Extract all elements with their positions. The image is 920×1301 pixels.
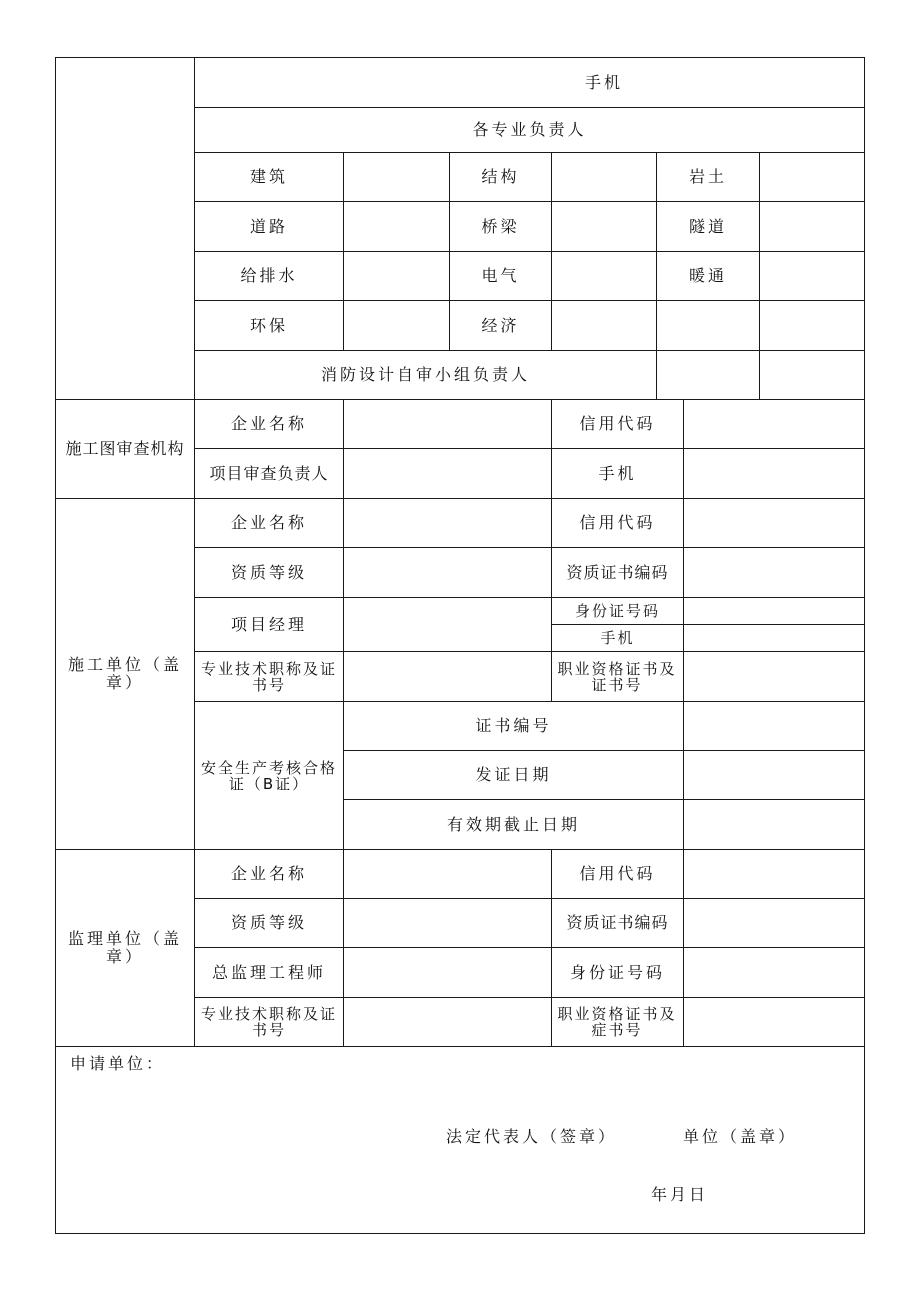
construction-qualification-cert: 资质证书编码 (566, 562, 669, 582)
safety-cert-label: 安全生产考核合格证（B证） (200, 758, 337, 793)
discipline-road: 道路 (249, 216, 288, 236)
expiry-date: 有效期截止日期 (446, 814, 580, 834)
supervisor-id-number: 身份证号码 (569, 962, 665, 982)
discipline-economics: 经济 (481, 315, 520, 335)
review-company-name: 企业名称 (230, 414, 307, 433)
fire-review-lead: 消防设计自审小组负责人 (320, 365, 530, 384)
construction-unit-label: 施工单位（盖章） (67, 655, 182, 692)
legal-representative-signature: 法定代表人（签章） (446, 1127, 618, 1146)
issue-date: 发证日期 (475, 765, 552, 784)
review-agency-label: 施工图审查机构 (65, 439, 185, 458)
review-credit-code: 信用代码 (579, 414, 656, 433)
supervision-company-name: 企业名称 (230, 864, 307, 883)
discipline-electrical: 电气 (481, 266, 520, 285)
review-phone: 手机 (598, 463, 637, 483)
cert-number: 证书编号 (475, 716, 552, 735)
supervision-credit-code: 信用代码 (579, 864, 656, 883)
discipline-environment: 环保 (249, 315, 288, 335)
signing-date: 年月日 (651, 1185, 709, 1204)
applicant-label: 申请单位： (70, 1054, 166, 1073)
project-manager: 项目经理 (230, 614, 307, 634)
pm-phone: 手机 (600, 629, 635, 647)
discipline-bridge: 桥梁 (481, 216, 520, 236)
discipline-heads-title: 各专业负责人 (472, 120, 587, 139)
discipline-hvac: 暖通 (688, 266, 727, 285)
construction-practice-cert: 职业资格证书及证书号 (557, 659, 677, 694)
unit-seal: 单位（盖章） (683, 1127, 798, 1146)
border-right (864, 57, 865, 1234)
supervision-qualification-level: 资质等级 (230, 913, 307, 932)
supervision-title-cert: 专业技术职称及证书号 (200, 1005, 337, 1039)
supervision-practice-cert: 职业资格证书及症书号 (557, 1005, 677, 1039)
discipline-geotechnical: 岩土 (688, 167, 727, 186)
chief-supervisor: 总监理工程师 (211, 962, 326, 982)
phone-label: 手机 (584, 72, 623, 92)
discipline-architecture: 建筑 (249, 167, 288, 186)
construction-credit-code: 信用代码 (579, 513, 656, 532)
pm-id-number: 身份证号码 (574, 602, 660, 620)
construction-company-name: 企业名称 (230, 513, 307, 532)
discipline-water: 给排水 (240, 266, 298, 285)
discipline-structure: 结构 (481, 167, 520, 186)
review-project-lead: 项目审查负责人 (209, 463, 329, 483)
supervision-qualification-cert: 资质证书编码 (566, 913, 669, 932)
construction-title-cert: 专业技术职称及证书号 (200, 659, 337, 694)
discipline-tunnel: 隧道 (688, 216, 727, 236)
construction-qualification-level: 资质等级 (230, 562, 307, 582)
border-left (55, 57, 56, 1234)
border-bottom (55, 1233, 865, 1234)
supervision-unit-label: 监理单位（盖章） (67, 929, 182, 966)
